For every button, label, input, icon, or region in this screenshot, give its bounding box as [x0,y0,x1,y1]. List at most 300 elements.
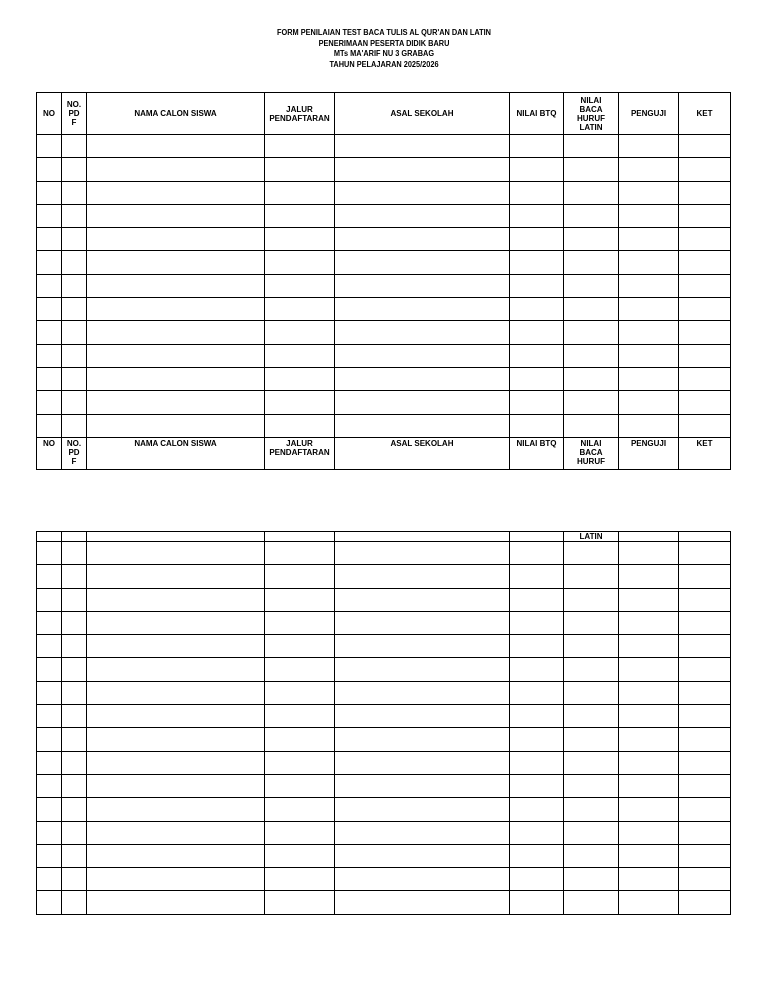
table-cell[interactable] [37,891,62,914]
table-cell[interactable] [335,542,510,565]
table-cell[interactable] [335,565,510,588]
table-cell[interactable] [265,798,335,821]
table-cell[interactable] [62,728,87,751]
table-cell[interactable] [619,135,679,158]
table-cell[interactable] [564,274,619,297]
table-cell[interactable] [510,228,564,251]
table-cell[interactable] [335,774,510,797]
table-cell[interactable] [62,774,87,797]
table-cell[interactable] [87,728,265,751]
table-row [37,751,731,774]
table-cell[interactable] [619,821,679,844]
table-cell[interactable] [679,821,731,844]
table-cell[interactable] [510,821,564,844]
table-cell[interactable] [510,844,564,867]
table-cell[interactable] [564,891,619,914]
table-cell[interactable] [619,868,679,891]
table-cell[interactable] [265,774,335,797]
table-cell[interactable] [510,344,564,367]
table-cell[interactable] [37,565,62,588]
table-cell[interactable] [87,868,265,891]
table-cell[interactable] [510,728,564,751]
table-cell[interactable] [619,728,679,751]
table-cell[interactable] [265,658,335,681]
table-cell[interactable] [265,588,335,611]
table-cell[interactable] [510,158,564,181]
table-cell[interactable] [679,844,731,867]
table-cell[interactable] [510,681,564,704]
table-cell[interactable] [265,158,335,181]
table-cell[interactable] [335,728,510,751]
table-cell[interactable] [679,367,731,390]
table-cell[interactable] [679,611,731,634]
table-cell[interactable] [619,228,679,251]
table-cell[interactable] [335,821,510,844]
table-cell[interactable] [87,204,265,227]
table-cell[interactable] [37,414,62,437]
table-cell[interactable] [87,181,265,204]
table-cell[interactable] [335,868,510,891]
table-cell[interactable] [62,844,87,867]
table-cell[interactable] [335,588,510,611]
table-cell[interactable] [510,391,564,414]
table-cell[interactable] [37,542,62,565]
table-cell[interactable] [335,705,510,728]
table-cell[interactable] [564,391,619,414]
table-cell[interactable] [62,891,87,914]
table-cell[interactable] [62,658,87,681]
table-cell[interactable] [564,681,619,704]
table-cell[interactable] [87,321,265,344]
table-cell[interactable] [37,821,62,844]
table-cell[interactable] [335,844,510,867]
table-cell[interactable] [335,391,510,414]
table-cell[interactable] [87,158,265,181]
form-title [31,28,738,70]
table-cell[interactable] [87,774,265,797]
table-cell[interactable] [62,321,87,344]
table-row [37,542,731,565]
table-cell[interactable] [265,321,335,344]
header-baca-continued: LATIN [564,532,619,542]
table-cell[interactable] [564,751,619,774]
header-ket: KET [679,437,731,469]
table-cell[interactable] [679,251,731,274]
table-cell[interactable] [679,705,731,728]
table-cell[interactable] [265,868,335,891]
table-cell[interactable] [62,542,87,565]
table-cell[interactable] [510,705,564,728]
table-cell[interactable] [335,135,510,158]
table-cell[interactable] [564,321,619,344]
table-row [37,681,731,704]
table-cell[interactable] [335,414,510,437]
table-cell[interactable] [62,565,87,588]
table-cell[interactable] [619,774,679,797]
table-row [37,565,731,588]
table-cell[interactable] [679,774,731,797]
table-cell[interactable] [265,751,335,774]
table-cell[interactable] [37,635,62,658]
table-cell[interactable] [679,658,731,681]
table-cell[interactable] [335,681,510,704]
table-cell[interactable] [564,135,619,158]
table-cell[interactable] [335,181,510,204]
table-cell[interactable] [335,658,510,681]
table-cell[interactable] [87,798,265,821]
header-btq: NILAI BTQ [510,93,564,135]
table-cell[interactable] [265,135,335,158]
table-cell[interactable] [37,367,62,390]
table-cell[interactable] [619,611,679,634]
table-cell[interactable] [265,367,335,390]
table-cell[interactable] [62,367,87,390]
table-cell[interactable] [87,565,265,588]
table-cell[interactable] [87,391,265,414]
table-cell[interactable] [37,204,62,227]
table-cell[interactable] [619,891,679,914]
table-cell[interactable] [62,251,87,274]
table-cell[interactable] [87,588,265,611]
table-cell[interactable] [335,228,510,251]
table-cell[interactable] [564,611,619,634]
table-cell[interactable] [37,774,62,797]
table-cell[interactable] [564,728,619,751]
table-cell[interactable] [510,135,564,158]
table-cell[interactable] [87,367,265,390]
table-header-repeat-row [37,437,731,469]
table-cell[interactable] [87,274,265,297]
table-cell[interactable] [335,751,510,774]
table-cell[interactable] [679,681,731,704]
table-cell[interactable] [87,821,265,844]
table-cell[interactable] [679,204,731,227]
title-line-3: MTs MA'ARIF NU 3 GRABAG [333,49,435,58]
table-cell[interactable] [510,565,564,588]
table-cell[interactable] [37,681,62,704]
header-jalur: JALUR PENDAFTARAN [265,437,335,469]
table-cell[interactable] [62,204,87,227]
table-cell[interactable] [679,588,731,611]
table-cell[interactable] [510,751,564,774]
table-cell[interactable] [679,158,731,181]
table-cell[interactable] [87,611,265,634]
table-cell[interactable] [335,635,510,658]
table-cell[interactable] [510,204,564,227]
table-cell[interactable] [679,542,731,565]
table-cell[interactable] [335,891,510,914]
table-cell[interactable] [265,844,335,867]
table-cell[interactable] [62,611,87,634]
table-cell[interactable] [510,251,564,274]
table-row [37,705,731,728]
table-cell[interactable] [619,344,679,367]
table-cell[interactable] [619,565,679,588]
table-cell[interactable] [37,588,62,611]
table-cell[interactable] [564,658,619,681]
assessment-table-page-2 [36,531,731,915]
table-cell[interactable] [62,798,87,821]
table-cell[interactable] [564,821,619,844]
table-cell[interactable] [62,681,87,704]
table-cell[interactable] [37,391,62,414]
table-cell[interactable] [87,681,265,704]
table-cell[interactable] [265,414,335,437]
table-cell[interactable] [265,681,335,704]
table-cell[interactable] [87,705,265,728]
table-header-row [37,93,731,135]
table-cell[interactable] [37,274,62,297]
table-cell[interactable] [679,391,731,414]
table-cell[interactable] [619,588,679,611]
table-row [37,135,731,158]
title-line-1: FORM PENILAIAN TEST BACA TULIS AL QUR'AN DAN LATIN [277,28,491,37]
table-cell[interactable] [510,611,564,634]
table-cell[interactable] [619,681,679,704]
table-cell[interactable] [87,344,265,367]
table-cell[interactable] [87,228,265,251]
table-cell[interactable] [62,158,87,181]
table-row [37,158,731,181]
table-cell[interactable] [265,565,335,588]
table-cell[interactable] [619,321,679,344]
table-cell[interactable] [619,391,679,414]
table-cell[interactable] [37,321,62,344]
table-cell[interactable] [62,414,87,437]
table-cell[interactable] [37,135,62,158]
table-cell[interactable] [564,158,619,181]
table-cell[interactable] [265,891,335,914]
table-cell[interactable] [37,611,62,634]
table-row [37,635,731,658]
table-cell[interactable] [62,635,87,658]
table-cell[interactable] [619,414,679,437]
table-cell[interactable] [510,658,564,681]
header-no-pdf: NO. PD F [62,93,87,135]
table-cell[interactable] [564,414,619,437]
table-cell[interactable] [679,635,731,658]
table-cell[interactable] [564,251,619,274]
table-cell[interactable] [265,228,335,251]
table-cell[interactable] [37,344,62,367]
table-cell[interactable] [265,542,335,565]
table-cell[interactable] [265,181,335,204]
table-cell[interactable] [510,298,564,321]
table-cell[interactable] [564,798,619,821]
table-cell[interactable] [619,274,679,297]
table-cell[interactable] [619,705,679,728]
table-cell[interactable] [619,367,679,390]
table-cell[interactable] [679,344,731,367]
table-cell[interactable] [87,635,265,658]
table-row [37,391,731,414]
table-cell[interactable] [62,588,87,611]
table-cell[interactable] [679,321,731,344]
title-line-4: TAHUN PELAJARAN 2025/2026 [329,59,439,69]
table-cell[interactable] [62,391,87,414]
table-cell[interactable] [62,228,87,251]
table-cell[interactable] [679,414,731,437]
header-btq: NILAI BTQ [510,437,564,469]
table-cell[interactable] [62,868,87,891]
table-cell[interactable] [335,344,510,367]
table-cell[interactable] [37,868,62,891]
table-cell[interactable] [619,204,679,227]
table-cell[interactable] [510,774,564,797]
table-cell[interactable] [564,705,619,728]
table-cell[interactable] [564,635,619,658]
table-cell[interactable] [265,298,335,321]
table-row [37,298,731,321]
table-cell[interactable] [510,798,564,821]
table-cell[interactable] [679,728,731,751]
table-cell[interactable] [37,844,62,867]
table-cell[interactable] [679,891,731,914]
table-row [37,181,731,204]
table-cell[interactable] [87,135,265,158]
table-cell[interactable] [564,344,619,367]
table-cell[interactable] [619,798,679,821]
header-ket: KET [679,93,731,135]
table-cell[interactable] [62,135,87,158]
table-cell[interactable] [37,751,62,774]
table-cell[interactable] [679,274,731,297]
table-cell[interactable] [619,635,679,658]
table-cell[interactable] [510,321,564,344]
table-cell[interactable] [265,251,335,274]
table-cell[interactable] [87,658,265,681]
table-cell[interactable] [510,414,564,437]
table-cell[interactable] [265,344,335,367]
table-cell[interactable] [265,635,335,658]
table-row [37,774,731,797]
table-cell[interactable] [335,274,510,297]
table-cell[interactable] [679,298,731,321]
table-cell[interactable] [87,751,265,774]
table-cell[interactable] [679,135,731,158]
table-cell[interactable] [37,181,62,204]
table-cell[interactable] [619,542,679,565]
table-row [37,414,731,437]
table-cell[interactable] [37,298,62,321]
table-cell[interactable] [87,414,265,437]
table-cell[interactable] [37,158,62,181]
table-cell[interactable] [265,204,335,227]
table-cell[interactable] [619,658,679,681]
table-cell[interactable] [564,181,619,204]
table-cell[interactable] [335,158,510,181]
table-cell[interactable] [265,728,335,751]
table-cell[interactable] [62,274,87,297]
table-row [37,274,731,297]
table-cell[interactable] [679,228,731,251]
table-cell[interactable] [335,611,510,634]
table-cell[interactable] [564,228,619,251]
table-cell[interactable] [619,751,679,774]
table-cell[interactable] [87,891,265,914]
table-cell[interactable] [37,658,62,681]
table-cell[interactable] [87,542,265,565]
table-row [37,821,731,844]
table-cell[interactable] [510,868,564,891]
title-line-2: PENERIMAAN PESERTA DIDIK BARU [318,38,450,48]
table-cell[interactable] [37,228,62,251]
table-cell[interactable] [265,391,335,414]
table-cell[interactable] [265,274,335,297]
table-row [37,728,731,751]
table-cell[interactable] [62,298,87,321]
table-cell[interactable] [679,565,731,588]
table-cell[interactable] [87,251,265,274]
table-cell[interactable] [62,821,87,844]
table-cell[interactable] [62,705,87,728]
table-row [37,321,731,344]
table-cell[interactable] [564,298,619,321]
table-cell[interactable] [87,298,265,321]
table-cell[interactable] [619,158,679,181]
table-cell[interactable] [335,367,510,390]
table-cell[interactable] [564,774,619,797]
table-cell[interactable] [265,821,335,844]
table-cell[interactable] [37,705,62,728]
table-row [37,658,731,681]
table-cell[interactable] [87,844,265,867]
table-cell[interactable] [679,868,731,891]
table-cell[interactable] [265,705,335,728]
table-cell[interactable] [265,611,335,634]
table-cell[interactable] [564,868,619,891]
table-cell[interactable] [564,367,619,390]
table-cell[interactable] [510,181,564,204]
table-cell[interactable] [679,798,731,821]
table-cell[interactable] [62,751,87,774]
table-row [37,891,731,914]
table-cell[interactable] [510,588,564,611]
table-cell[interactable] [619,251,679,274]
table-cell[interactable] [335,251,510,274]
header-nama: NAMA CALON SISWA [87,437,265,469]
table-cell[interactable] [62,344,87,367]
table-cell[interactable] [679,181,731,204]
table-cell[interactable] [564,542,619,565]
table-cell[interactable] [510,891,564,914]
header-nama: NAMA CALON SISWA [87,93,265,135]
table-cell[interactable] [564,204,619,227]
table-cell[interactable] [679,751,731,774]
header-baca: NILAI BACA HURUF LATIN [564,93,619,135]
table-cell[interactable] [37,251,62,274]
header-penguji: PENGUJI [619,437,679,469]
table-cell[interactable] [510,274,564,297]
table-cell[interactable] [510,542,564,565]
table-cell[interactable] [619,844,679,867]
table-cell[interactable] [335,798,510,821]
table-cell[interactable] [37,728,62,751]
table-cell[interactable] [335,204,510,227]
table-cell[interactable] [619,181,679,204]
table-cell[interactable] [510,367,564,390]
table-cell[interactable] [564,588,619,611]
table-cell[interactable] [564,565,619,588]
table-cell[interactable] [335,298,510,321]
assessment-table-page-1 [36,92,731,470]
table-cell[interactable] [335,321,510,344]
table-cell[interactable] [510,635,564,658]
table-cell[interactable] [62,181,87,204]
table-cell[interactable] [37,798,62,821]
table-cell[interactable] [619,298,679,321]
table-cell[interactable] [564,844,619,867]
